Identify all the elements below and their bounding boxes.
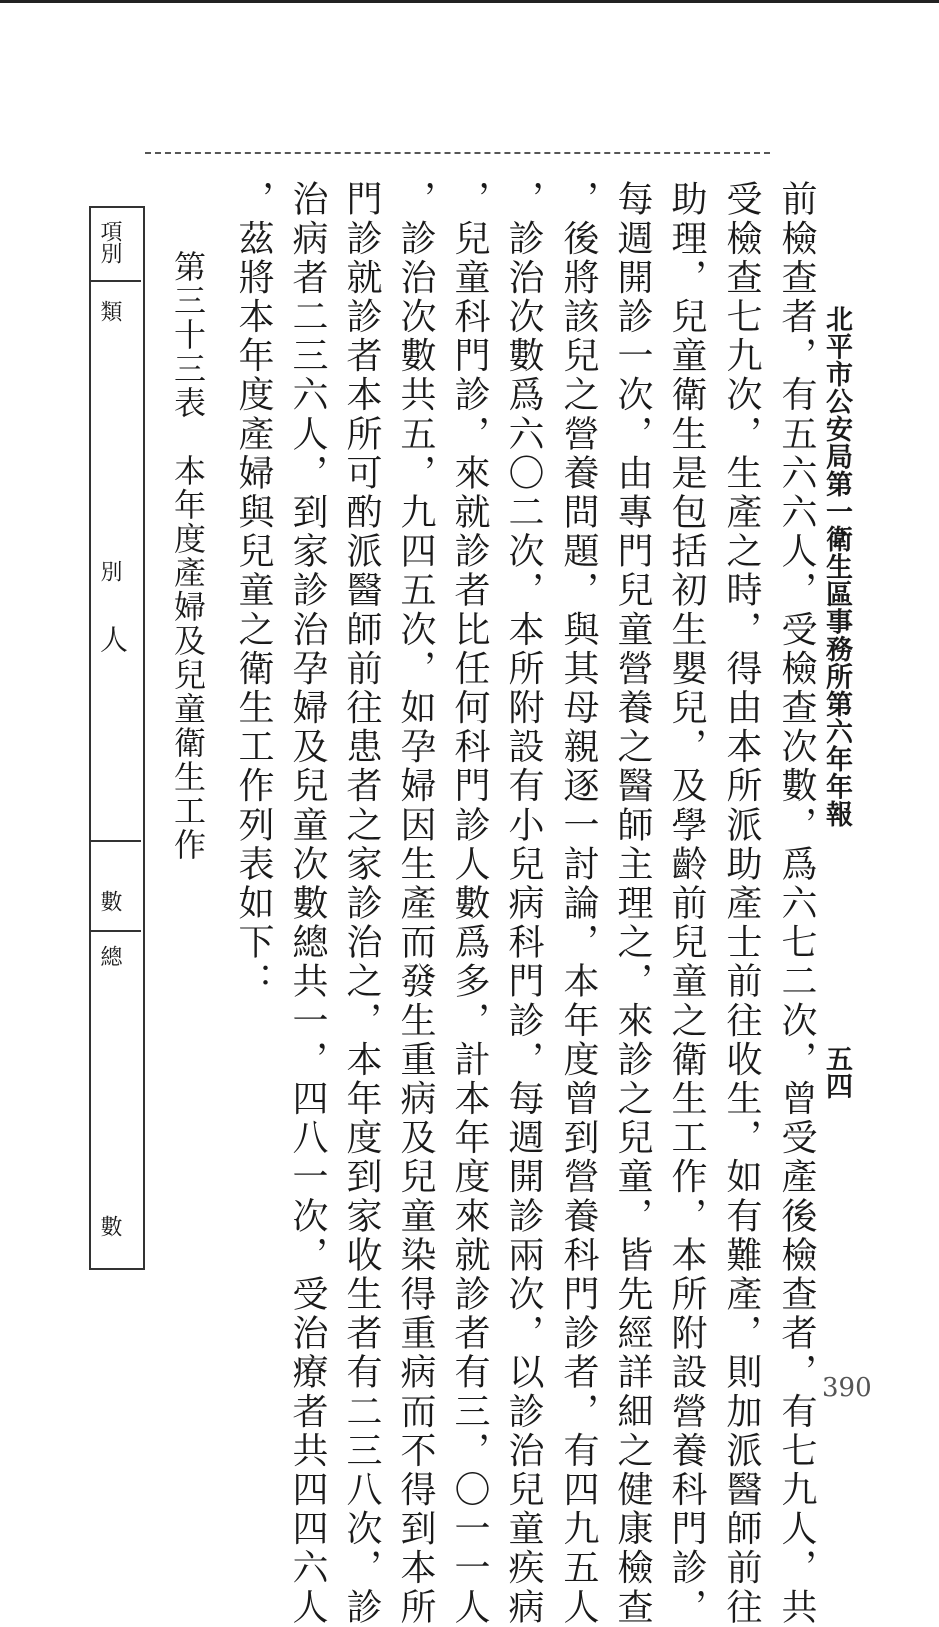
body-line-7: ，兒童科門診，來就診者比任何科門診人數爲多，計本年度來就診者有三，〇一一人 <box>449 180 490 1627</box>
body-line-9: 門診就診者本所可酌派醫師前往患者之家診治之，本年度到家收生者有二三八次，診 <box>341 180 382 1627</box>
body-line-4: 每週開診一次，由專門兒童營養之醫師主理之，來診之兒童，皆先經詳細之健康檢查 <box>612 180 653 1627</box>
table-col-count-2: 數 <box>97 1215 122 1237</box>
body-line-10: 治病者二三六人，到家診治孕婦及兒童次數總共一，四八一次，受治療者共四四六人 <box>287 180 328 1627</box>
table-separator-1 <box>89 280 141 282</box>
table-row-label-1: 類 <box>97 300 122 322</box>
body-line-2: 受檢查七九次，生產之時，得由本所派助產士前往收生，如有難產，則加派醫師前往 <box>721 180 762 1627</box>
footer-page-number: 390 <box>822 1373 872 1403</box>
body-line-6: ，診治次數爲六〇二次，本所附設有小兒病科門診，每週開診兩次，以診治兒童疾病 <box>503 180 544 1627</box>
table-header-item: 項別 <box>97 220 122 264</box>
table-col-people: 人 <box>96 625 129 653</box>
running-header-title: 北平市公安局第一衛生區事務所第六年年報 <box>821 305 852 828</box>
table-separator-3 <box>89 930 141 932</box>
scan-top-border <box>0 0 939 3</box>
body-line-3: 助理，兒童衛生是包括初生嬰兒，及學齡前兒童之衛生工作，本所附設營養科門診， <box>666 180 707 1627</box>
body-line-11: ，茲將本年度產婦與兒童之衛生工作列表如下： <box>233 180 274 1002</box>
body-line-1: 前檢查者，有五六六人，受檢查次數，爲六七二次，曾受產後檢查者，有七九人，共 <box>776 180 817 1627</box>
table-frame <box>89 206 145 1270</box>
table-col-count: 數 <box>97 890 122 912</box>
table-col-total: 總 <box>97 945 122 967</box>
table-row-label-2: 別 <box>97 560 122 582</box>
table-separator-2 <box>89 840 141 842</box>
table-caption: 第三十三表 本年度產婦及兒童衛生工作 <box>169 250 207 862</box>
header-rule <box>145 152 770 160</box>
body-line-5: ，後將該兒之營養問題，與其母親逐一討論，本年度曾到營養科門診者，有四九五人 <box>558 180 599 1627</box>
body-line-8: ，診治次數共五，九四五次，如孕婦因生產而發生重病及兒童染得重病而不得到本所 <box>395 180 436 1627</box>
running-header-page-number: 五四 <box>821 1045 852 1099</box>
